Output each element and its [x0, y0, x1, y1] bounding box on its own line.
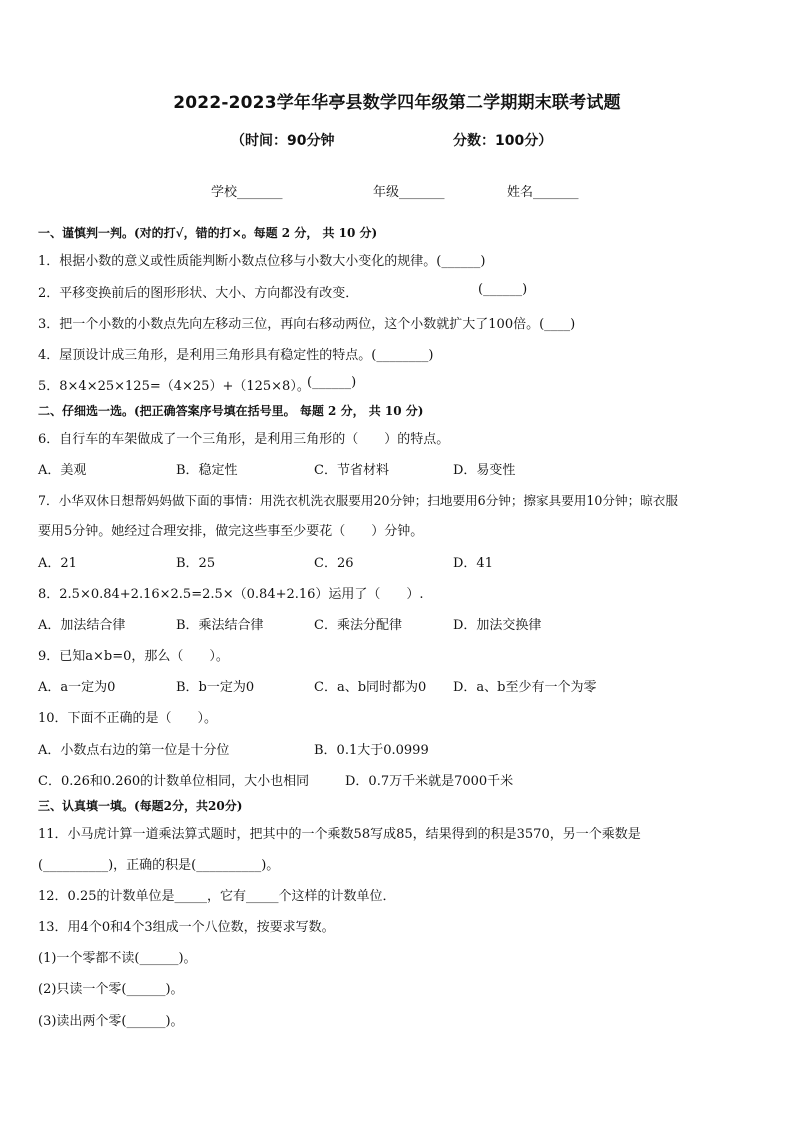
question-11-line-1: 11．小马虎计算一道乘法算式题时，把其中的一个乘数58写成85，结果得到的积是3570，另一个乘数是: [38, 827, 641, 842]
question-10-option-a: A．小数点右边的第一位是十分位: [38, 743, 230, 758]
question-7-option-d: D．41: [453, 556, 493, 571]
question-9-option-d: D．a、b至少有一个为零: [453, 680, 597, 695]
question-4: 4．屋顶设计成三角形，是利用三角形具有稳定性的特点。(________): [38, 348, 434, 363]
question-7-option-b: B．25: [176, 556, 216, 571]
question-7-line-1: 7．小华双休日想帮妈妈做下面的事情：用洗衣机洗衣服要用20分钟；扫地要用6分钟；擦家具要用10分钟；晾衣服: [38, 493, 678, 508]
question-8-option-b: B．乘法结合律: [176, 618, 264, 633]
question-10: 10．下面不正确的是（ ）。: [38, 711, 218, 726]
question-2: 2．平移变换前后的图形形状、大小、方向都没有改变．: [38, 286, 359, 301]
question-13-part-2: (2)只读一个零(______)。: [38, 982, 184, 997]
exam-score: 分数：100分）: [453, 133, 553, 149]
section-3-heading: 三、认真填一填。(每题2分，共20分): [38, 799, 243, 813]
question-6-option-c: C．节省材料: [314, 463, 389, 478]
question-7-option-c: C．26: [314, 556, 354, 571]
question-9-option-a: A．a一定为0: [38, 680, 116, 695]
grade-field: 年级_______: [373, 185, 445, 200]
question-10-option-d: D．0.7万千米就是7000千米: [345, 774, 514, 789]
question-12: 12．0.25的计数单位是_____，它有_____个这样的计数单位．: [38, 889, 396, 904]
question-11-line-2: (__________)，正确的积是(__________)。: [38, 858, 280, 873]
question-9-option-b: B．b一定为0: [176, 680, 255, 695]
exam-title: 2022-2023学年华亭县数学四年级第二学期期末联考试题: [173, 93, 621, 113]
question-6-option-b: B．稳定性: [176, 463, 238, 478]
question-7-line-2: 要用5分钟。她经过合理安排，做完这些事至少要花（ ）分钟。: [38, 524, 424, 539]
question-5-blank: (______): [307, 375, 357, 390]
question-1: 1．根据小数的意义或性质能判断小数点位移与小数大小变化的规律。(______): [38, 254, 486, 269]
question-6: 6．自行车的车架做成了一个三角形，是利用三角形的（ ）的特点。: [38, 432, 450, 447]
question-10-option-c: C．0.26和0.260的计数单位相同，大小也相同: [38, 774, 310, 789]
question-3: 3．把一个小数的小数点先向左移动三位，再向右移动两位，这个小数就扩大了100倍。(____): [38, 317, 576, 332]
question-5: 5．8×4×25×125=（4×25）+（125×8）。: [38, 379, 310, 394]
exam-time: （时间：90分钟: [231, 133, 335, 149]
question-10-option-b: B．0.1大于0.0999: [314, 743, 429, 758]
question-6-option-a: A．美观: [38, 463, 87, 478]
question-6-option-d: D．易变性: [453, 463, 516, 478]
question-13-part-3: (3)读出两个零(______)。: [38, 1014, 184, 1029]
question-8-option-d: D．加法交换律: [453, 618, 542, 633]
question-8-option-a: A．加法结合律: [38, 618, 126, 633]
question-13-part-1: (1)一个零都不读(______)。: [38, 951, 197, 966]
question-2-blank: (______): [478, 282, 528, 297]
question-13: 13．用4个0和4个3组成一个八位数，按要求写数。: [38, 920, 335, 935]
name-field: 姓名_______: [507, 185, 579, 200]
question-8-option-c: C．乘法分配律: [314, 618, 402, 633]
question-9: 9．已知a×b=0，那么（ ）。: [38, 649, 229, 664]
section-2-heading: 二、仔细选一选。(把正确答案序号填在括号里。 每题 2 分， 共 10 分): [38, 404, 424, 418]
question-7-option-a: A．21: [38, 556, 77, 571]
question-9-option-c: C．a、b同时都为0: [314, 680, 427, 695]
question-8: 8．2.5×0.84+2.16×2.5=2.5×（0.84+2.16）运用了（ ）.: [38, 587, 424, 602]
school-field: 学校_______: [211, 185, 283, 200]
section-1-heading: 一、谨慎判一判。(对的打√，错的打×。每题 2 分， 共 10 分): [38, 226, 378, 240]
